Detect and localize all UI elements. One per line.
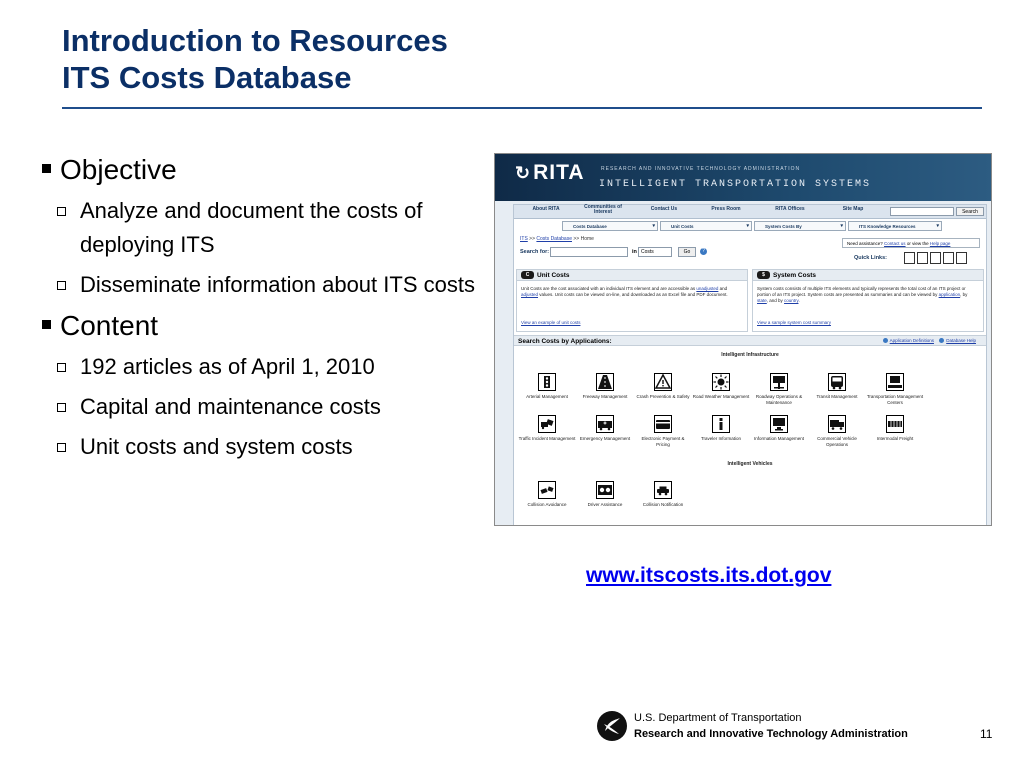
app-road-weather[interactable] (692, 373, 750, 413)
car-icon (654, 481, 672, 499)
dot-logo-icon (596, 710, 628, 742)
subnav-costs-database[interactable] (562, 221, 658, 231)
app-intermodal-freight[interactable] (866, 415, 924, 455)
panel-header (517, 270, 747, 281)
app-collision-avoidance[interactable] (518, 481, 576, 521)
search-scope-select[interactable]: Costs (638, 247, 672, 257)
bullet-content (42, 308, 492, 344)
help-icon (883, 338, 888, 343)
website-url-link[interactable]: www.itscosts.its.dot.gov (586, 564, 832, 587)
quick-links-label: Quick Links: (854, 255, 888, 261)
slide-title (62, 22, 762, 96)
category-intelligent-vehicles: Intelligent Vehicles (727, 461, 773, 467)
sub-bullet (42, 430, 492, 464)
panel-text-part: and (719, 286, 728, 291)
app-driver-assistance[interactable] (576, 481, 634, 521)
help-icon[interactable]: ? (700, 248, 707, 255)
rita-logo-text: RITA (533, 161, 585, 184)
traffic-signal-icon (538, 373, 556, 391)
sun-weather-icon (712, 373, 730, 391)
search-input[interactable] (550, 247, 628, 257)
site-banner (495, 154, 992, 201)
sub-nav (562, 221, 942, 231)
search-label: Search for: (520, 249, 550, 255)
nav-rita-offices[interactable]: RITA Offices (775, 206, 805, 212)
breadcrumb-costs-database[interactable]: Costs Database (536, 236, 572, 242)
subnav-system-costs[interactable] (754, 221, 846, 231)
app-label: Commercial Vehicle Operations (817, 436, 857, 447)
applications-title: Search Costs by Applications: (518, 338, 612, 345)
app-traffic-incident[interactable] (518, 415, 576, 455)
title-line-2: ITS Costs Database (62, 60, 352, 95)
assistance-box (842, 238, 980, 248)
app-label: Traveler Information (700, 436, 742, 441)
panel-title: System Costs (773, 272, 816, 279)
highway-icon (596, 373, 614, 391)
rita-swirl-icon: ↻ (515, 163, 532, 183)
sub-bullet-text: Capital and maintenance costs (80, 394, 381, 419)
app-label: Information Management (753, 436, 805, 441)
app-arterial-management[interactable] (518, 373, 576, 413)
square-bullet-icon (42, 320, 51, 329)
app-label: Roadway Operations & Maintenance (755, 394, 803, 405)
site-page (513, 204, 987, 526)
app-collision-notification[interactable] (634, 481, 692, 521)
panel-header (753, 270, 983, 281)
help-icon (939, 338, 944, 343)
rita-logo (515, 161, 585, 185)
contact-us-link[interactable]: Contact us (884, 241, 906, 246)
subnav-knowledge-resources[interactable] (848, 221, 942, 231)
subnav-label: Costs Database (573, 224, 607, 229)
subnav-label: System Costs By (765, 224, 802, 229)
app-commercial-vehicle[interactable] (808, 415, 866, 455)
unit-costs-example-link[interactable]: View an example of unit costs (521, 320, 581, 325)
assist-middle: or view the (906, 241, 929, 246)
app-label: Electronic Payment & Pricing (641, 436, 685, 447)
nav-about-rita[interactable]: About RITA (532, 206, 560, 212)
app-label: Emergency Management (579, 436, 631, 441)
square-bullet-icon (42, 164, 51, 173)
footer-administration: Research and Innovative Technology Administration (634, 728, 908, 740)
nav-site-map[interactable]: Site Map (842, 206, 864, 212)
road-sign-icon (770, 373, 788, 391)
control-center-icon (886, 373, 904, 391)
sub-bullet (42, 350, 492, 384)
system-costs-panel (752, 269, 984, 332)
subnav-unit-costs[interactable] (660, 221, 752, 231)
payment-card-icon (654, 415, 672, 433)
banner-title: INTELLIGENT TRANSPORTATION SYSTEMS (599, 179, 872, 190)
warning-sign-icon (654, 373, 672, 391)
ambulance-icon (596, 415, 614, 433)
quick-link-icon[interactable] (917, 252, 928, 264)
country-link[interactable]: country (784, 298, 799, 303)
chevron-down-icon: ▾ (746, 223, 749, 229)
app-label: Crash Prevention & Safety (636, 394, 690, 399)
unit-costs-icon: C (521, 271, 534, 279)
system-costs-icon: $ (757, 271, 770, 279)
assist-prefix: Need assistance? (847, 241, 883, 246)
nav-press-room[interactable]: Press Room (711, 206, 741, 212)
breadcrumb-home: Home (580, 236, 594, 242)
chevron-down-icon: ▾ (936, 223, 939, 229)
breadcrumb-separator: >> (573, 236, 580, 242)
app-label: Intermodal Freight (876, 436, 914, 441)
sub-bullet (42, 194, 492, 262)
search-go-button[interactable]: Go (678, 247, 696, 257)
app-electronic-payment[interactable] (634, 415, 692, 455)
app-traveler-information[interactable] (692, 415, 750, 455)
panel-title: Unit Costs (537, 272, 570, 279)
app-freeway-management[interactable] (576, 373, 634, 413)
sub-bullet (42, 390, 492, 424)
subnav-label: ITS Knowledge Resources (859, 224, 916, 229)
banner-subtitle: RESEARCH AND INNOVATIVE TECHNOLOGY ADMINISTRATION (601, 166, 801, 172)
quick-link-icon[interactable] (904, 252, 915, 264)
app-crash-prevention[interactable] (634, 373, 692, 413)
chevron-down-icon: ▾ (652, 223, 655, 229)
footer-department: U.S. Department of Transportation (634, 712, 802, 724)
subnav-label: Unit Costs (671, 224, 694, 229)
help-page-link[interactable]: Help page (929, 241, 951, 246)
sub-bullet-text: Analyze and document the costs of deploying ITS (80, 198, 423, 257)
app-transit-management[interactable] (808, 373, 866, 413)
app-label: Transportation Management Centers (866, 394, 924, 405)
truck-icon (828, 415, 846, 433)
sub-bullet (42, 268, 492, 302)
unadjusted-link[interactable]: unadjusted (696, 286, 719, 291)
panel-text: System costs consists of multiple ITS elements and typically represents the total cost of an ITS project or portion of an ITS project. System costs are presented as summaries and can be viewed by application, by state, and by country. (757, 286, 968, 303)
state-link[interactable]: state (757, 298, 767, 303)
bullet-label: Content (60, 310, 159, 341)
bus-icon (828, 373, 846, 391)
search-row (520, 247, 720, 259)
app-emergency-management[interactable] (576, 415, 634, 455)
panel-text (521, 286, 743, 298)
top-nav (514, 205, 986, 219)
app-label: Transit Management (816, 394, 858, 399)
app-label: Collision Notification (642, 502, 684, 507)
computer-icon (770, 415, 788, 433)
app-label: Freeway Management (582, 394, 628, 399)
panel-text-part: values. Unit costs can be viewed on-line, and downloaded as an Excel file and PDF document. (539, 292, 728, 297)
bullet-objective (42, 152, 492, 188)
system-cost-sample-link[interactable]: View a sample system cost summary (757, 320, 831, 325)
panel-text-part: , and by (766, 298, 783, 303)
panel-text-part: , by (960, 292, 968, 297)
title-line-1: Introduction to Resources (62, 23, 448, 58)
application-definitions-link[interactable]: Application Definitions (889, 338, 934, 343)
app-label: Driver Assistance (587, 502, 623, 507)
app-label: Traffic Incident Management (518, 436, 576, 441)
app-information-management[interactable] (750, 415, 808, 455)
info-icon (712, 415, 730, 433)
page-number: 11 (980, 727, 993, 741)
breadcrumb-its[interactable]: ITS (520, 236, 528, 242)
nav-communities[interactable]: Communities of Interest (584, 204, 622, 215)
search-in-label: in (632, 249, 637, 255)
database-help-link[interactable]: Database Help (946, 338, 976, 343)
quick-link-icon[interactable] (943, 252, 954, 264)
panel-text-part: System costs consists of multiple ITS elements and typically represents the total cost of an ITS project or portion of an ITS project. System costs are presented as summaries and can be viewed by (757, 286, 966, 297)
panel-text-part: Unit Costs are the cost associated with an individual ITS element and are accessible as (521, 286, 696, 291)
hollow-square-bullet-icon (57, 443, 66, 452)
category-intelligent-infrastructure: Intelligent Infrastructure (721, 352, 779, 358)
collision-avoidance-icon (538, 481, 556, 499)
app-roadway-operations[interactable] (750, 373, 808, 413)
sub-bullet-text: Disseminate information about ITS costs (80, 272, 475, 297)
dashboard-icon (596, 481, 614, 499)
bullet-label: Objective (60, 154, 177, 185)
sub-bullet-text: 192 articles as of April 1, 2010 (80, 354, 375, 379)
app-label: Road Weather Management (692, 394, 750, 399)
applications-header (514, 335, 986, 346)
app-transportation-management-centers[interactable] (866, 373, 924, 413)
nav-search-input[interactable] (890, 207, 954, 216)
bullet-list (42, 152, 492, 470)
quick-link-icon[interactable] (930, 252, 941, 264)
hollow-square-bullet-icon (57, 281, 66, 290)
breadcrumb (520, 236, 594, 242)
quick-link-icon[interactable] (956, 252, 967, 264)
app-label: Arterial Management (526, 394, 568, 399)
applications-help-links (883, 338, 980, 343)
title-divider (62, 107, 982, 109)
app-label: Collision Avoidance (527, 502, 567, 507)
application-link[interactable]: application (938, 292, 961, 297)
unit-costs-panel (516, 269, 748, 332)
website-screenshot (494, 153, 992, 526)
nav-contact-us[interactable]: Contact Us (650, 206, 678, 212)
incident-icon (538, 415, 556, 433)
breadcrumb-separator: >> (529, 236, 536, 242)
hollow-square-bullet-icon (57, 207, 66, 216)
freight-container-icon (886, 415, 904, 433)
hollow-square-bullet-icon (57, 403, 66, 412)
nav-search-button[interactable]: Search (956, 207, 984, 216)
adjusted-link[interactable]: adjusted (521, 292, 539, 297)
hollow-square-bullet-icon (57, 363, 66, 372)
chevron-down-icon: ▾ (840, 223, 843, 229)
quick-links (854, 252, 984, 266)
sub-bullet-text: Unit costs and system costs (80, 434, 353, 459)
